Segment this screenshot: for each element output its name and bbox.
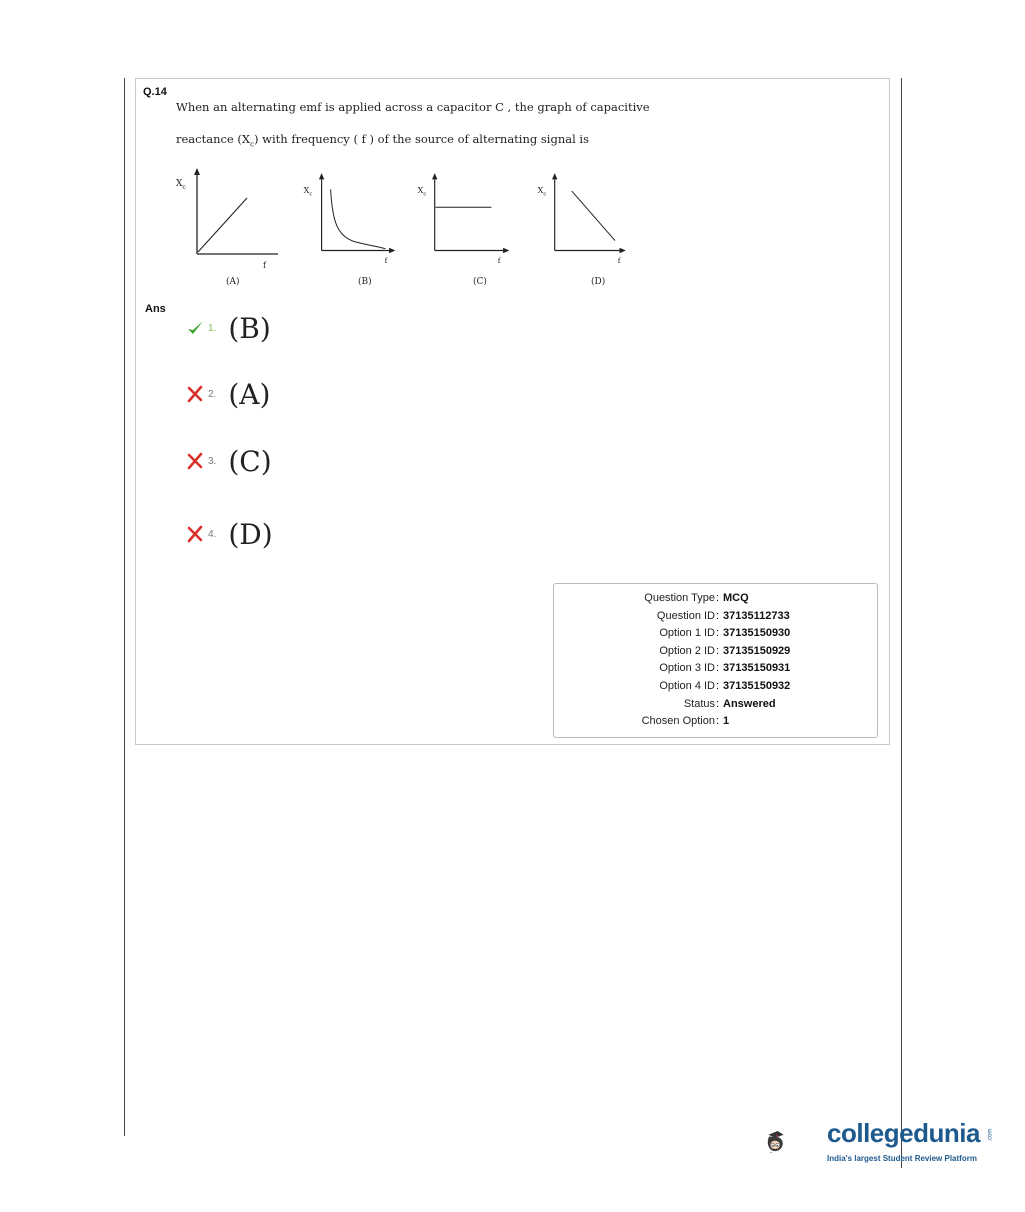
cross-icon	[186, 525, 204, 543]
svg-text:Xc: $X_c$	[417, 184, 427, 198]
svg-text:f: f	[497, 256, 501, 266]
check-icon	[186, 319, 204, 337]
option-value: (A)	[228, 377, 271, 411]
option-3	[186, 443, 272, 479]
option-number: 4.	[208, 528, 217, 540]
graph-b-label: (B)	[358, 277, 372, 287]
svg-text:f: f	[384, 256, 388, 266]
graph-c-label: (C)	[473, 277, 487, 287]
graph-a-y-label: X	[176, 179, 183, 189]
option-value: (C)	[228, 444, 272, 478]
brand-tagline: India's largest Student Review Platform	[827, 1154, 977, 1163]
meta-chosen-option: Chosen Option : 1	[641, 715, 730, 728]
svg-text:f: f	[617, 256, 621, 266]
option-number: 3.	[208, 455, 217, 467]
graph-b	[300, 168, 390, 270]
mascot-logo-icon	[766, 1102, 836, 1182]
left-margin-line	[124, 78, 125, 1136]
option-number: 2.	[208, 388, 217, 400]
meta-option-2-id: Option 2 ID : 37135150929	[659, 644, 791, 657]
option-4	[186, 516, 273, 552]
right-margin-line	[901, 78, 902, 1168]
question-number: Q.14	[143, 86, 167, 98]
option-value: (D)	[228, 517, 273, 551]
meta-option-3-id: Option 3 ID : 37135150931	[659, 662, 791, 675]
cross-icon	[186, 385, 204, 403]
answer-label: Ans	[145, 303, 166, 315]
graph-a-label: (A)	[226, 277, 240, 287]
meta-option-4-id: Option 4 ID : 37135150932	[659, 680, 791, 692]
svg-text:Xc: $X_c$	[176, 179, 186, 191]
brand-name: collegedunia	[827, 1118, 980, 1148]
option-1	[186, 310, 271, 346]
svg-text:Xc: $X_c$	[303, 184, 313, 198]
brand-suffix: .com	[987, 1128, 994, 1142]
question-text-line-1: When an alternating emf is applied across a capacitor C , the graph of capacitive	[176, 100, 650, 114]
meta-question-id: Question ID : 37135112733	[656, 609, 790, 622]
graph-c	[414, 168, 504, 270]
graph-d-label: (D)	[591, 277, 606, 287]
meta-question-type: Question Type : MCQ	[644, 592, 749, 604]
graph-a	[172, 168, 266, 270]
meta-option-1-id: Option 1 ID : 37135150930	[659, 627, 791, 640]
cross-icon	[186, 452, 204, 470]
graph-a-x-label: f	[263, 261, 266, 270]
option-value: (B)	[228, 311, 271, 345]
meta-status: Status : Answered	[683, 697, 776, 710]
option-number: 1.	[208, 322, 217, 334]
svg-text:Xc: $X_c$	[537, 184, 547, 198]
question-text-line-2: reactance $(X_c)$ with frequency ( f ) of the source of alternating signal is	[176, 132, 590, 149]
option-2	[186, 376, 270, 412]
graph-d	[534, 168, 624, 270]
